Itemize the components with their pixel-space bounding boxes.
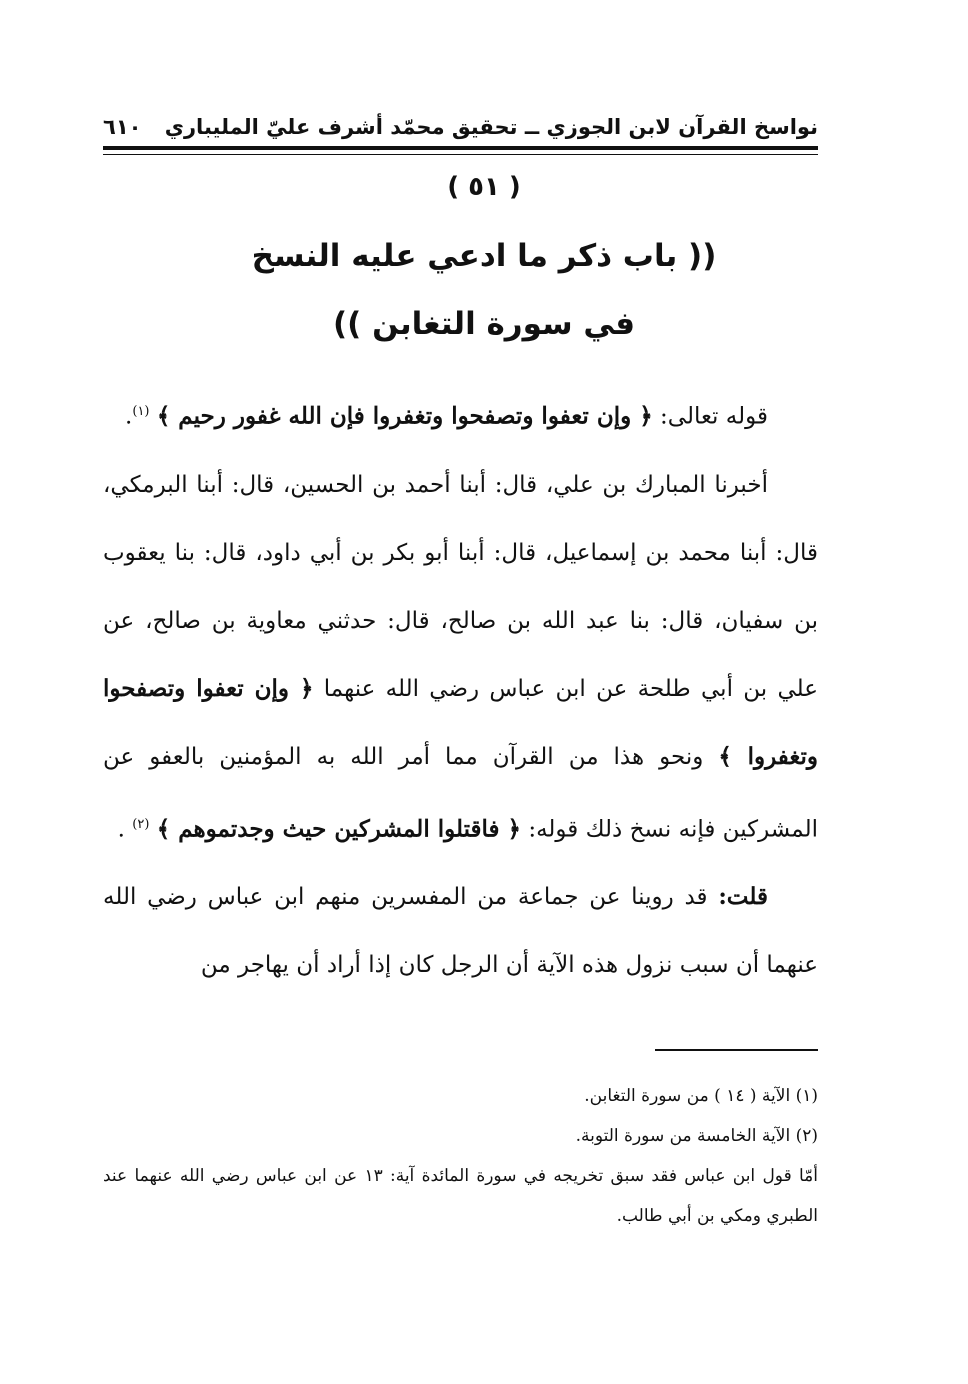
footnote-ref-2: (٢) — [132, 816, 150, 832]
footnote-3: أمّا قول ابن عباس فقد سبق تخريجه في سورة المائدة آية: ١٣ عن ابن عباس رضي الله عنهما عند الطبري ومكي بن أبي طالب. — [103, 1166, 818, 1226]
isnad-text: أخبرنا المبارك بن علي، قال: أبنا أحمد بن الحسين، قال: أبنا البرمكي، قال: أبنا محمد بن إسماعيل، قال: أبنا أبو بكر بن أبي داود، قال: بنا يعقوب بن سفيان، قال: بنا عبد الله بن صالح، قال: حدثني معاوية بن صالح، عن علي بن أبي طلحة عن ابن عباس رضي الله عنهما — [103, 471, 819, 702]
header-rule-thick — [103, 146, 818, 150]
paragraph-2 — [103, 451, 818, 864]
p2-suffix: . — [117, 816, 133, 843]
footnote-1: (١) الآية ( ١٤ ) من سورة التغابن. — [584, 1086, 818, 1106]
chapter-title-line2: في سورة التغابن )) — [332, 306, 636, 342]
chapter-number: ( ٥١ ) — [447, 172, 521, 202]
p3-text: قد روينا عن جماعة من المفسرين منهم ابن عباس رضي الله عنهما أن سبب نزول هذه الآية أن الرجل كان إذا أراد أن يهاجر من — [103, 884, 818, 979]
footnote-ref-1: (١) — [132, 404, 150, 419]
paragraph-3 — [103, 863, 818, 999]
running-header — [103, 108, 818, 146]
footnote-2: (٢) الآية الخامسة من سورة التوبة. — [575, 1126, 818, 1146]
paragraph-1 — [103, 378, 818, 451]
footnote-separator — [655, 1049, 818, 1051]
header-rule-thin — [103, 154, 818, 155]
header-title: نواسخ القرآن لابن الجوزي ــ تحقيق محمّد أشرف عليّ المليباري — [164, 115, 818, 139]
quran-verse: ﴿ فاقتلوا المشركين حيث وجدتموهم ﴾ — [156, 815, 522, 843]
qultu-label: قلت: — [718, 883, 768, 911]
quran-verse: ﴿ وإن تعفوا وتصفحوا وتغفروا فإن الله غفور رحيم ﴾ — [156, 402, 653, 430]
chapter-title-line1: (( باب ذكر ما ادعي عليه النسخ — [251, 238, 717, 274]
footnotes — [103, 1076, 818, 1236]
commentary-text: ونحو هذا من القرآن مما أمر الله به المؤمنين بالعفو عن المشركين فإنه نسخ ذلك قوله: — [103, 743, 818, 843]
quran-verse: ﴿ وإن تعفوا وتصفحوا وتغفروا ﴾ — [103, 674, 818, 770]
p1-suffix: . — [125, 403, 133, 430]
page-number: ٦١٠ — [103, 115, 142, 139]
p1-prefix: قوله تعالى: — [652, 403, 768, 430]
main-text — [103, 378, 818, 999]
